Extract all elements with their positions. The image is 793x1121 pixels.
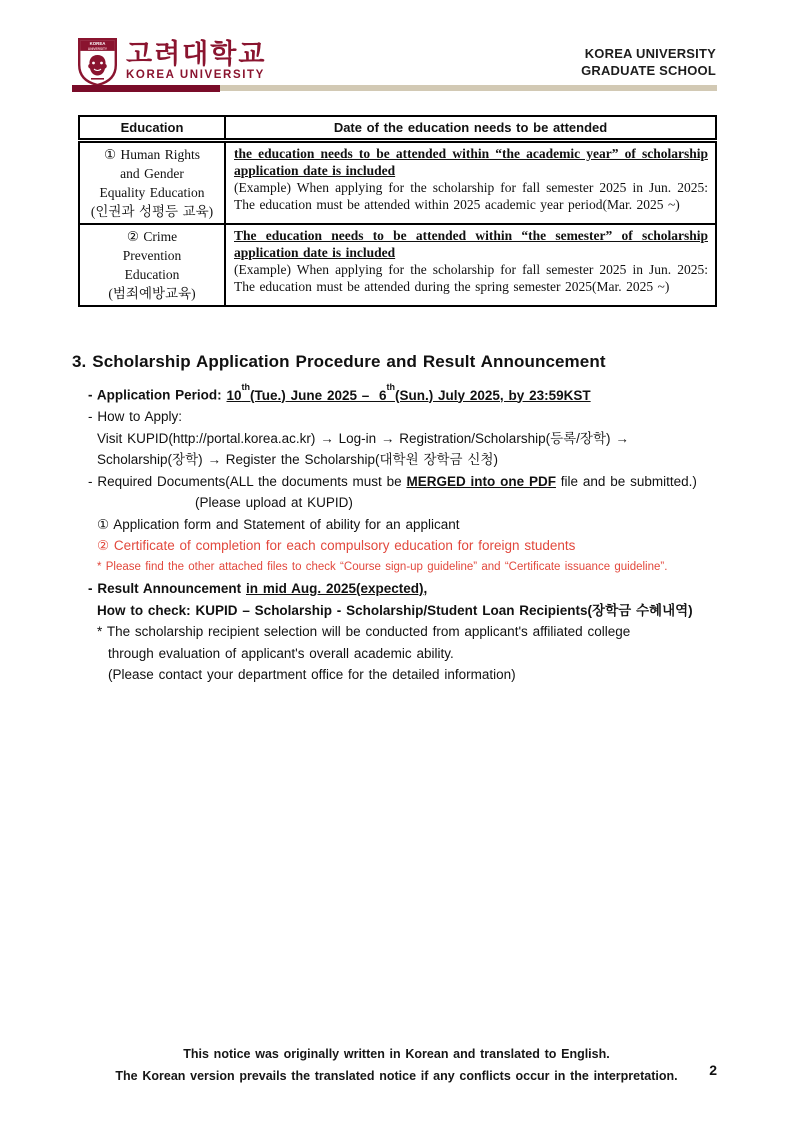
how-to-check-line: How to check: KUPID – Scholarship - Scholarship/Student Loan Recipients(장학금 수혜내역) — [97, 602, 693, 618]
application-period-dates — [226, 382, 591, 403]
attached-files-note: * Please find the other attached files to check “Course sign-up guideline” and “Certificate issuance guideline”. — [97, 560, 668, 573]
column-header-date: Date of the education needs to be attended — [225, 116, 716, 141]
document-item-2: ② Certificate of completion for each compulsory education for foreign students — [97, 538, 576, 553]
ku-shield-logo-icon — [78, 38, 117, 86]
table-row — [79, 224, 716, 306]
logo-korean-name: 고려대학교 — [126, 39, 267, 69]
result-announcement-line — [72, 578, 722, 600]
how-to-apply-label: - How to Apply: — [88, 409, 183, 424]
result-announcement-date: in mid Aug. 2025(expected), — [246, 581, 428, 596]
footer-line1: This notice was originally written in Korean and translated to English. — [183, 1047, 610, 1061]
application-period-day1: 10 — [226, 387, 242, 403]
apply-step-line1: Visit KUPID(http://portal.korea.ac.kr) → Log-in → Registration/Scholarship(등록/장학) → — [97, 430, 629, 446]
required-documents-line — [72, 471, 722, 493]
result-announcement-label: - Result Announcement — [88, 581, 246, 596]
upload-note: (Please upload at KUPID) — [195, 495, 353, 510]
selection-note-line2: through evaluation of applicant's overall academic ability. — [108, 645, 454, 661]
logo-wordmark — [126, 40, 266, 81]
education-line: (범죄예방교육) — [108, 286, 196, 301]
section-scholarship-procedure — [72, 352, 722, 686]
date-rule-text: The education needs to be attended within “the semester” of scholarship application date is included — [234, 228, 708, 260]
table-header-row — [79, 116, 716, 141]
selection-note-line1: * The scholarship recipient selection will be conducted from applicant's affiliated college — [97, 624, 631, 639]
document-item-1: ① Application form and Statement of ability for an applicant — [97, 516, 460, 532]
date-example-text: (Example) When applying for the scholarship for fall semester 2025 in Jun. 2025: The education must be attended within 2025 academic year period(Mar. 2025 ~) — [234, 180, 708, 212]
header-university-line: KOREA UNIVERSITY — [584, 46, 716, 61]
selection-note-line3: (Please contact your department office for the detailed information) — [108, 667, 516, 682]
footer-line2: The Korean version prevails the translated notice if any conflicts occur in the interpretation. — [115, 1069, 678, 1083]
header-divider — [72, 85, 717, 92]
application-period-label: - Application Period: — [88, 387, 227, 403]
merged-pdf-emphasis: MERGED into one PDF — [406, 473, 556, 489]
education-cell — [79, 224, 225, 306]
education-line: ② Crime — [126, 229, 178, 244]
required-documents-pre: - Required Documents(ALL the documents must be — [88, 473, 407, 489]
required-documents-post: file and be submitted.) — [555, 473, 697, 489]
education-cell — [79, 141, 225, 225]
apply-step-line2: Scholarship(장학) → Register the Scholarship(대학원 장학금 신청) — [97, 452, 498, 467]
header-logo — [78, 38, 266, 86]
education-line: (인권과 성평등 교육) — [90, 204, 214, 219]
date-cell — [225, 224, 716, 306]
education-line: ① Human Rights — [103, 147, 200, 162]
logo-english-name: KOREA UNIVERSITY — [126, 69, 265, 81]
ordinal-suffix: th — [386, 382, 395, 392]
education-line: Equality Education — [99, 185, 205, 200]
column-header-education: Education — [79, 116, 225, 141]
divider-maroon-bar — [72, 85, 220, 92]
svg-text:UNIVERSITY: UNIVERSITY — [87, 47, 108, 51]
section-heading: 3. Scholarship Application Procedure and Result Announcement — [72, 352, 606, 371]
header-graduate-school-line: GRADUATE SCHOOL — [581, 63, 716, 78]
education-line: Prevention — [122, 248, 182, 263]
education-line: Education — [124, 267, 180, 282]
date-cell — [225, 141, 716, 225]
application-period-end: (Sun.) July 2025, by 23:59KST — [394, 387, 591, 403]
divider-tan-bar — [220, 85, 717, 91]
page-number: 2 — [709, 1062, 717, 1078]
education-line: and Gender — [120, 166, 184, 181]
ordinal-suffix: th — [241, 382, 251, 392]
date-example-text: (Example) When applying for the scholarship for fall semester 2025 in Jun. 2025: The education must be attended during the spring semester 2025(Mar. 2025 ~) — [234, 262, 708, 294]
application-period-line — [72, 381, 722, 406]
education-table — [78, 115, 717, 307]
date-rule-text: the education needs to be attended within “the academic year” of scholarship application date is included — [234, 146, 708, 178]
application-period-mid: (Tue.) June 2025 – 6 — [250, 387, 387, 403]
svg-text:KOREA: KOREA — [89, 41, 106, 47]
header-school-name — [581, 45, 716, 79]
footer-notice — [0, 1043, 793, 1087]
table-row — [79, 141, 716, 225]
